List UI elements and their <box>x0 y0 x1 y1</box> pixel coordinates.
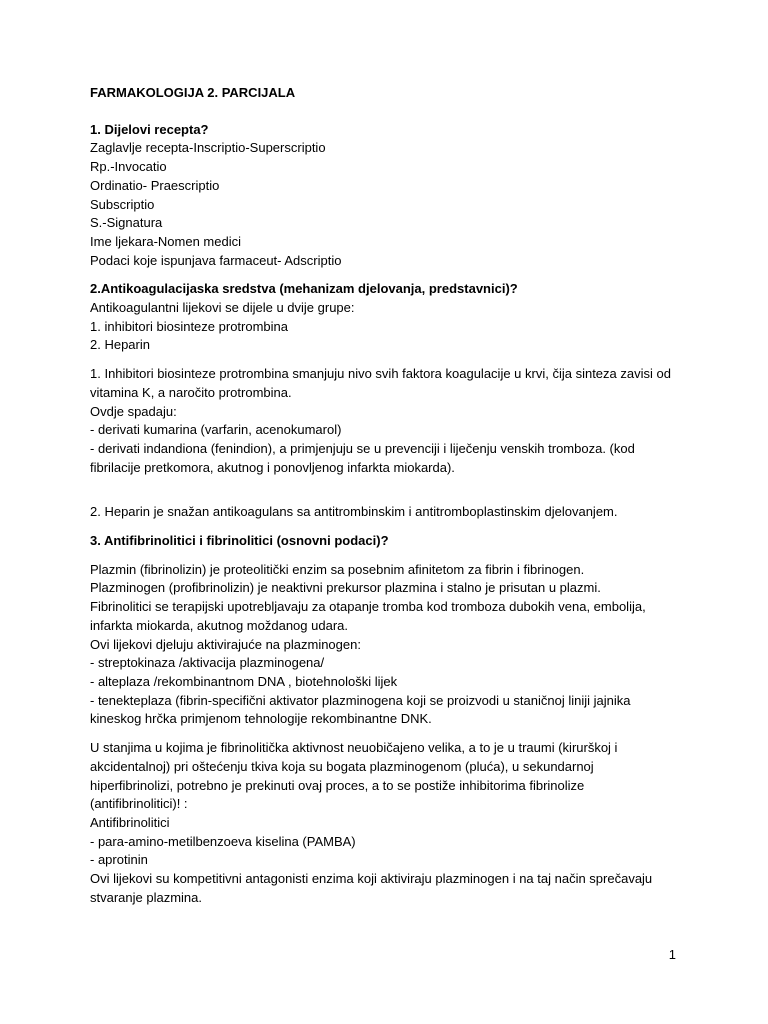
text-line: - alteplaza /rekombinantnom DNA , biotehnološki lijek <box>90 673 398 689</box>
section-heading: 3. Antifibrinolitici i fibrinolitici (osnovni podaci)? <box>90 533 389 549</box>
text-line: - derivati indandiona (fenindion), a primjenjuju se u prevenciji i liječenju venskih tromboza. (kod <box>90 440 635 456</box>
text-line: Zaglavlje recepta-Inscriptio-Superscriptio <box>90 140 326 156</box>
text-line: Ordinatio- Praescriptio <box>90 177 220 193</box>
text-line: Subscriptio <box>90 196 155 212</box>
text-line: 2. Heparin <box>90 337 150 353</box>
text-line: - derivati kumarina (varfarin, acenokumarol) <box>90 422 342 438</box>
text-line: infarkta miokarda, akutnog moždanog udara. <box>90 617 348 633</box>
text-line: vitamina K, a naročito protrombina. <box>90 384 292 400</box>
text-line: S.-Signatura <box>90 215 163 231</box>
spacer <box>90 270 690 280</box>
spacer <box>90 729 690 739</box>
text-line: Plazmin (fibrinolizin) je proteolitički enzim sa posebnim afinitetom za fibrin i fibrinogen. <box>90 561 585 577</box>
text-line: fibrilacije pretkomora, akutnog i ponovljenog infarkta miokarda). <box>90 459 455 475</box>
text-line: Antifibrinolitici <box>90 814 170 830</box>
page-number: 1 <box>668 947 676 962</box>
text-line: - aprotinin <box>90 852 148 868</box>
spacer <box>90 355 690 365</box>
section-heading: 2.Antikoagulacijaska sredstva (mehanizam djelovanja, predstavnici)? <box>90 281 518 297</box>
spacer <box>90 551 690 561</box>
text-line: 2. Heparin je snažan antikoagulans sa antitrombinskim i antitromboplastinskim djelovanjem. <box>90 504 618 520</box>
text-line: 1. Inhibitori biosinteze protrombina smanjuju nivo svih faktora koagulacije u krvi, čija sinteza zavisi od <box>90 366 671 382</box>
spacer <box>90 495 690 503</box>
section-heading: 1. Dijelovi recepta? <box>90 121 209 137</box>
document-title: FARMAKOLOGIJA 2. PARCIJALA <box>90 85 296 100</box>
text-line: Ime ljekara-Nomen medici <box>90 233 241 249</box>
text-line: Antikoagulantni lijekovi se dijele u dvije grupe: <box>90 300 355 316</box>
text-line: Podaci koje ispunjava farmaceut- Adscriptio <box>90 252 342 268</box>
text-line: Fibrinolitici se terapijski upotrebljavaju za otapanje tromba kod tromboza dubokih vena, embolija, <box>90 599 646 615</box>
spacer <box>90 522 690 532</box>
text-line: hiperfibrinolizi, potrebno je prekinuti ovaj proces, a to se postiže inhibitorima fibrinolize <box>90 777 585 793</box>
text-line: Rp.-Invocatio <box>90 159 167 175</box>
text-line: Ovi lijekovi su kompetitivni antagonisti enzima koji aktiviraju plazminogen i na taj način sprečavaju <box>90 871 653 887</box>
text-line: - tenekteplaza (fibrin-specifični aktivator plazminogena koji se proizvodi u staničnoj liniji jajnika <box>90 692 631 708</box>
text-line: (antifibrinolitici)! : <box>90 796 188 812</box>
text-line: Ovi lijekovi djeluju aktivirajuće na plazminogen: <box>90 636 361 652</box>
text-line: 1. inhibitori biosinteze protrombina <box>90 318 288 334</box>
text-line: U stanjima u kojima je fibrinolitička aktivnost neuobičajeno velika, a to je u traumi (kirurškoj i <box>90 740 618 756</box>
text-line: stvaranje plazmina. <box>90 889 202 905</box>
text-line: Ovdje spadaju: <box>90 403 177 419</box>
document-page <box>90 84 690 907</box>
text-line: kineskog hrčka primjenom tehnologije rekombinantne DNK. <box>90 711 432 727</box>
spacer <box>90 103 690 121</box>
spacer <box>90 477 690 495</box>
text-line: Plazminogen (profibrinolizin) je neaktivni prekursor plazmina i stalno je prisutan u plazmi. <box>90 580 601 596</box>
text-line: - streptokinaza /aktivacija plazminogena/ <box>90 655 325 671</box>
text-line: akcidentalnoj) pri oštećenju tkiva koja su bogata plazminogenom (pluća), u sekundarnoj <box>90 758 594 774</box>
text-line: - para-amino-metilbenzoeva kiselina (PAMBA) <box>90 833 356 849</box>
